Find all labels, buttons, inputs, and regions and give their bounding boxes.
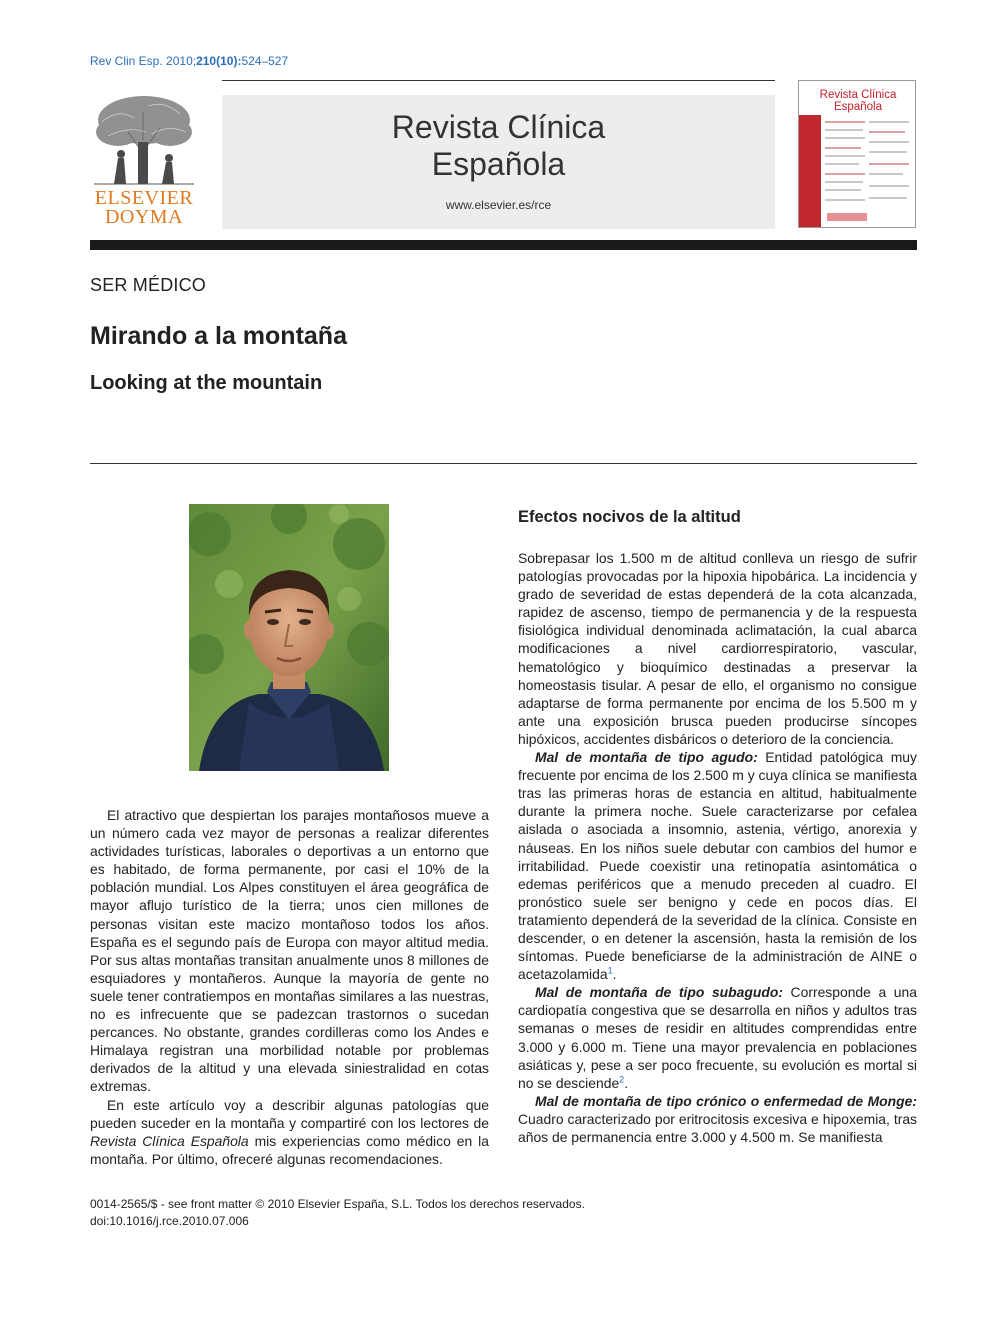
- journal-title-line1: Revista Clínica: [391, 109, 606, 145]
- journal-title-line2: Española: [431, 146, 566, 182]
- section-heading-altitude: Efectos nocivos de la altitud: [518, 508, 741, 526]
- cover-title: [803, 89, 913, 113]
- publisher-logo: [88, 92, 200, 230]
- cover-text-line: [825, 137, 865, 139]
- subacute-paragraph: [518, 983, 917, 1092]
- subacute-end: .: [624, 1074, 629, 1091]
- article-title-es: Mirando a la montaña: [90, 322, 347, 350]
- cover-text-line: [825, 155, 865, 157]
- cover-text-line: [825, 173, 865, 175]
- subacute-text: Corresponde a una cardiopatía congestiva que se desarrolla en niños y adultos tras semanas o meses de residir en altitudes comprendidas entre 3.000 y 6.000 m. Tiene una mayor prevalencia en poblaciones asiáticas y, pese a ser poco frecuente, su evolución es mortal si no se desciende: [518, 984, 917, 1091]
- citation-volume: 210(10):: [196, 54, 242, 68]
- cover-text-line: [869, 197, 907, 199]
- cover-text-line: [869, 185, 909, 187]
- intro-paragraph-2-end: mis experiencias como médico en la montaña. Por último, ofreceré algunas recomendaciones.: [90, 1132, 489, 1167]
- reference-link-2[interactable]: 2: [619, 1074, 625, 1085]
- left-column: [90, 806, 489, 1168]
- cover-text-line: [825, 129, 863, 131]
- chronic-paragraph: [518, 1092, 917, 1146]
- cover-title-line1: Revista Clínica: [819, 89, 897, 101]
- logo-text-elsevier: ELSEVIER: [94, 187, 194, 209]
- cover-text-line: [825, 181, 863, 183]
- cover-text-line: [869, 163, 909, 165]
- intro-paragraph-2: [90, 1096, 489, 1168]
- subacute-term: Mal de montaña de tipo subagudo:: [535, 984, 783, 1001]
- journal-url[interactable]: www.elsevier.es/rce: [445, 198, 552, 212]
- cover-text-line: [825, 199, 865, 201]
- cover-text-line: [825, 121, 865, 123]
- footer: [90, 1196, 585, 1230]
- chronic-term: Mal de montaña de tipo crónico o enfermedad de Monge:: [535, 1092, 917, 1109]
- title-rule: [90, 463, 917, 464]
- top-rule: [222, 80, 775, 81]
- tree-engraving-icon: [88, 92, 200, 188]
- cover-text-line: [825, 189, 861, 191]
- altitude-paragraph-1: Sobrepasar los 1.500 m de altitud conlleva un riesgo de sufrir patologías provocadas por la hipoxia hipobárica. La incidencia y grado de severidad de estas dependerá de la cota alcanzada, rapidez de ascenso, tiempo de permanencia y de la respuesta fisiológica individual denominada aclimatación, la cual abarca modificaciones a nivel cardiorrespiratorio, vascular, hematológico y bioquímico destinadas a preservar la homeostasis tisular. A pesar de ello, el organismo no consigue adaptarse de forma permanente por encima de los 5.500 m y ante una exposición brusca pueden producirse síncopes hipóxicos, accidentes disbáricos o deterioro de la conciencia.: [518, 550, 917, 747]
- cover-title-line2: Española: [834, 101, 882, 113]
- article-title-en: Looking at the mountain: [90, 372, 323, 394]
- intro-paragraph-1: El atractivo que despiertan los parajes montañosos mueve a un número cada vez mayor de personas a realizar diferentes actividades turísticas, laborales o deportivas a un entorno que es habitado, de forma permanente, por casi el 10% de la población mundial. Los Alpes constituyen el área geográfica de mayor aflujo turístico de la tierra; unos cien millones de personas visitan este macizo montañoso todos los años. España es el segundo país de Europa con mayor altitud media. Por sus altas montañas transitan anualmente unos 8 millones de esquiadores y montañeros. Aunque la mayoría de gente no suele tener contratiempos en montañas similares a las nuestras, no es infrecuente que se padezcan trastornos o sucedan percances. No obstante, grandes cordilleras como los Andes e Himalaya registran una morbilidad notable por problemas derivados de la altitud y una elevada siniestralidad en cotas extremas.: [90, 807, 489, 1095]
- journal-name-inline: Revista Clínica Española: [90, 1132, 249, 1149]
- intro-paragraph-2-start: En este artículo voy a describir algunas patologías que pueden suceder en la montaña y compartiré con los lectores de: [90, 1096, 489, 1131]
- footer-copyright: 0014-2565/$ - see front matter © 2010 Elsevier España, S.L. Todos los derechos reservados.: [90, 1197, 585, 1211]
- citation-journal: Rev Clin Esp.: [90, 54, 163, 68]
- citation-pages: 524–527: [241, 54, 289, 68]
- footer-doi[interactable]: doi:10.1016/j.rce.2010.07.006: [90, 1214, 249, 1228]
- author-portrait-photo: [189, 504, 389, 771]
- cover-text-line: [825, 147, 861, 149]
- header-rule: [90, 240, 917, 250]
- reference-link-1[interactable]: 1: [607, 965, 613, 976]
- chronic-text: Cuadro caracterizado por eritrocitosis excesiva e hipoxemia, tras años de permanencia entre 3.000 y 4.500 m. Se manifiesta: [518, 1110, 917, 1145]
- cover-text-line: [869, 131, 905, 133]
- acute-end: .: [612, 966, 617, 983]
- journal-title: [222, 109, 775, 183]
- cover-text-line: [825, 163, 859, 165]
- acute-text: Entidad patológica muy frecuente por encima de los 2.500 m y cuya clínica se manifiesta tras las primeras horas de estancia en altitud, habitualmente durante la primera noche. Suele caracterizarse por cefalea aislada o asociada a insomnio, astenia, vértigo, anorexia y náuseas. En los niños suele debutar con cambios del humor e irritabilidad. Puede coexistir una retinopatía asintomática o edemas periféricos que a menudo preceden al cuadro. El pronóstico suele ser benigno y cede en pocos días. El tratamiento dependerá de la severidad de la clínica. Consiste en descender, o en detener la ascensión, hasta la remisión de los síntomas. Puede beneficiarse de la administración de AINE o acetazolamida: [518, 749, 917, 983]
- cover-text-line: [869, 121, 909, 123]
- cover-side-band: [799, 115, 821, 227]
- cover-text-line: [869, 151, 907, 153]
- citation-year: 2010;: [166, 54, 197, 68]
- masthead: [222, 95, 775, 229]
- logo-text-doyma: DOYMA: [104, 206, 184, 228]
- right-column: [518, 549, 917, 1146]
- citation-line: [90, 54, 288, 68]
- acute-term: Mal de montaña de tipo agudo:: [535, 749, 758, 766]
- cover-text-line: [869, 141, 909, 143]
- section-label: SER MÉDICO: [90, 275, 207, 295]
- acute-paragraph: [518, 748, 917, 983]
- cover-logo-icon: [827, 211, 867, 223]
- cover-text-line: [869, 173, 903, 175]
- cover-thumbnail: [798, 80, 916, 228]
